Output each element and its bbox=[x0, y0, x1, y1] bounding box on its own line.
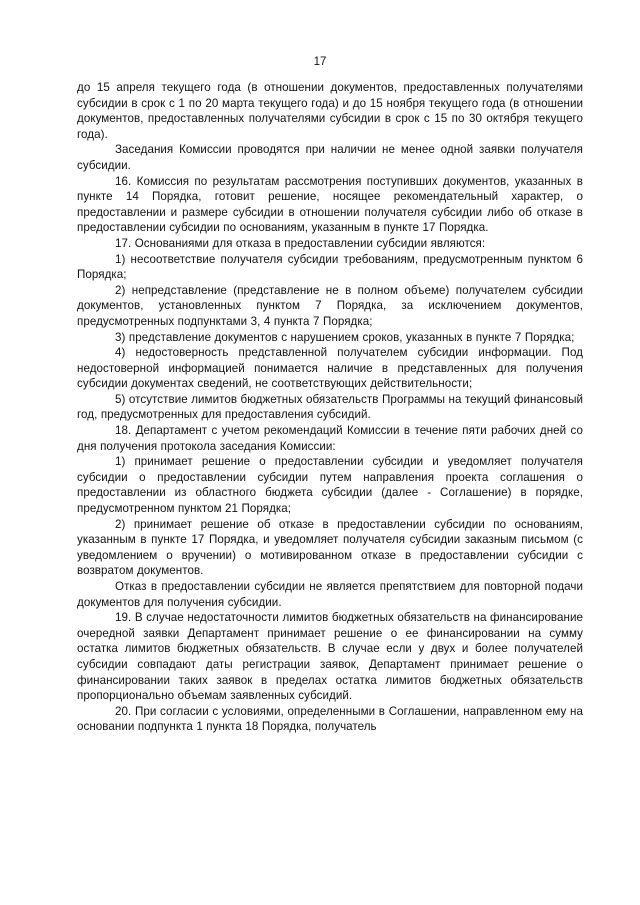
paragraph-item-18-2: 2) принимает решение об отказе в предоставлении субсидии по основаниям, указанным в пункте 17 Порядка, и уведомляет получателя субсидии заказным письмом (с уведомлением о вручении) о мотивированном отказе в предоставлении субсидии с возвратом документов. bbox=[77, 517, 583, 578]
paragraph-item-17: 17. Основаниями для отказа в предоставлении субсидии являются: bbox=[115, 236, 486, 250]
paragraph-item-19: 19. В случае недостаточности лимитов бюджетных обязательств на финансирование очередной заявки Департамент принимает решение о ее финансировании на сумму остатка лимитов бюджетных обязательств. В случае если у двух и более получателей субсидии совпадают даты регистрации заявок, Департамент принимает решение о финансировании таких заявок в пределах остатка лимитов бюджетных обязательств пропорционально объемам заявленных субсидий. bbox=[77, 611, 583, 703]
paragraph-item-18-1: 1) принимает решение о предоставлении субсидии и уведомляет получателя субсидии о предоставлении субсидии путем направления проекта соглашения о предоставлении из областного бюджета субсидии (далее - Соглашение) в порядке, предусмотренном пунктом 21 Порядка; bbox=[77, 455, 583, 516]
paragraph-item-18: 18. Департамент с учетом рекомендаций Комиссии в течение пяти рабочих дней со дня получения протокола заседания Комиссии: bbox=[77, 424, 583, 453]
paragraph-continuation: до 15 апреля текущего года (в отношении документов, предоставленных получателями субсидии в срок с 1 по 20 марта текущего года) и до 15 ноября текущего года (в отношении документов, предоставленных получателями субсидии в срок с 15 по 30 октября текущего года). bbox=[77, 81, 583, 141]
paragraph-item-17-2: 2) непредставление (представление не в полном объеме) получателем субсидии документов, установленных пунктом 7 Порядка, за исключением документов, предусмотренных подпунктами 3, 4 пункта 7 Порядка; bbox=[77, 283, 583, 328]
paragraph-item-17-3: 3) представление документов с нарушением сроков, указанных в пункте 7 Порядка; bbox=[115, 330, 575, 344]
paragraph-item-16: 16. Комиссия по результатам рассмотрения поступивших документов, указанных в пункте 14 Порядка, готовит решение, носящее рекомендательный характер, о предоставлении и размере субсидии в отношении получателя субсидии либо об отказе в предоставлении субсидии по основаниям, указанным в пункте 17 Порядка. bbox=[77, 174, 583, 235]
paragraph-item-17-1: 1) несоответствие получателя субсидии требованиям, предусмотренным пунктом 6 Порядка; bbox=[77, 252, 583, 282]
paragraph-item-17-5: 5) отсутствие лимитов бюджетных обязательств Программы на текущий финансовый год, предусмотренных для предоставления субсидий. bbox=[77, 392, 583, 422]
paragraph-item-17-4: 4) недостоверность представленной получателем субсидии информации. Под недостоверной информацией понимается наличие в представленных для получения субсидии документах сведений, не соответствующих действительности; bbox=[77, 346, 583, 391]
document-body bbox=[77, 80, 583, 735]
paragraph-commission-meetings: Заседания Комиссии проводятся при наличии не менее одной заявки получателя субсидии. bbox=[77, 143, 583, 172]
paragraph-refusal-note: Отказ в предоставлении субсидии не является препятствием для повторной подачи документов для получения субсидии. bbox=[77, 580, 583, 609]
paragraph-item-20: 20. При согласии с условиями, определенными в Соглашении, направленном ему на основании подпункта 1 пункта 18 Порядка, получатель bbox=[77, 704, 583, 734]
page-number: 17 bbox=[313, 56, 327, 68]
